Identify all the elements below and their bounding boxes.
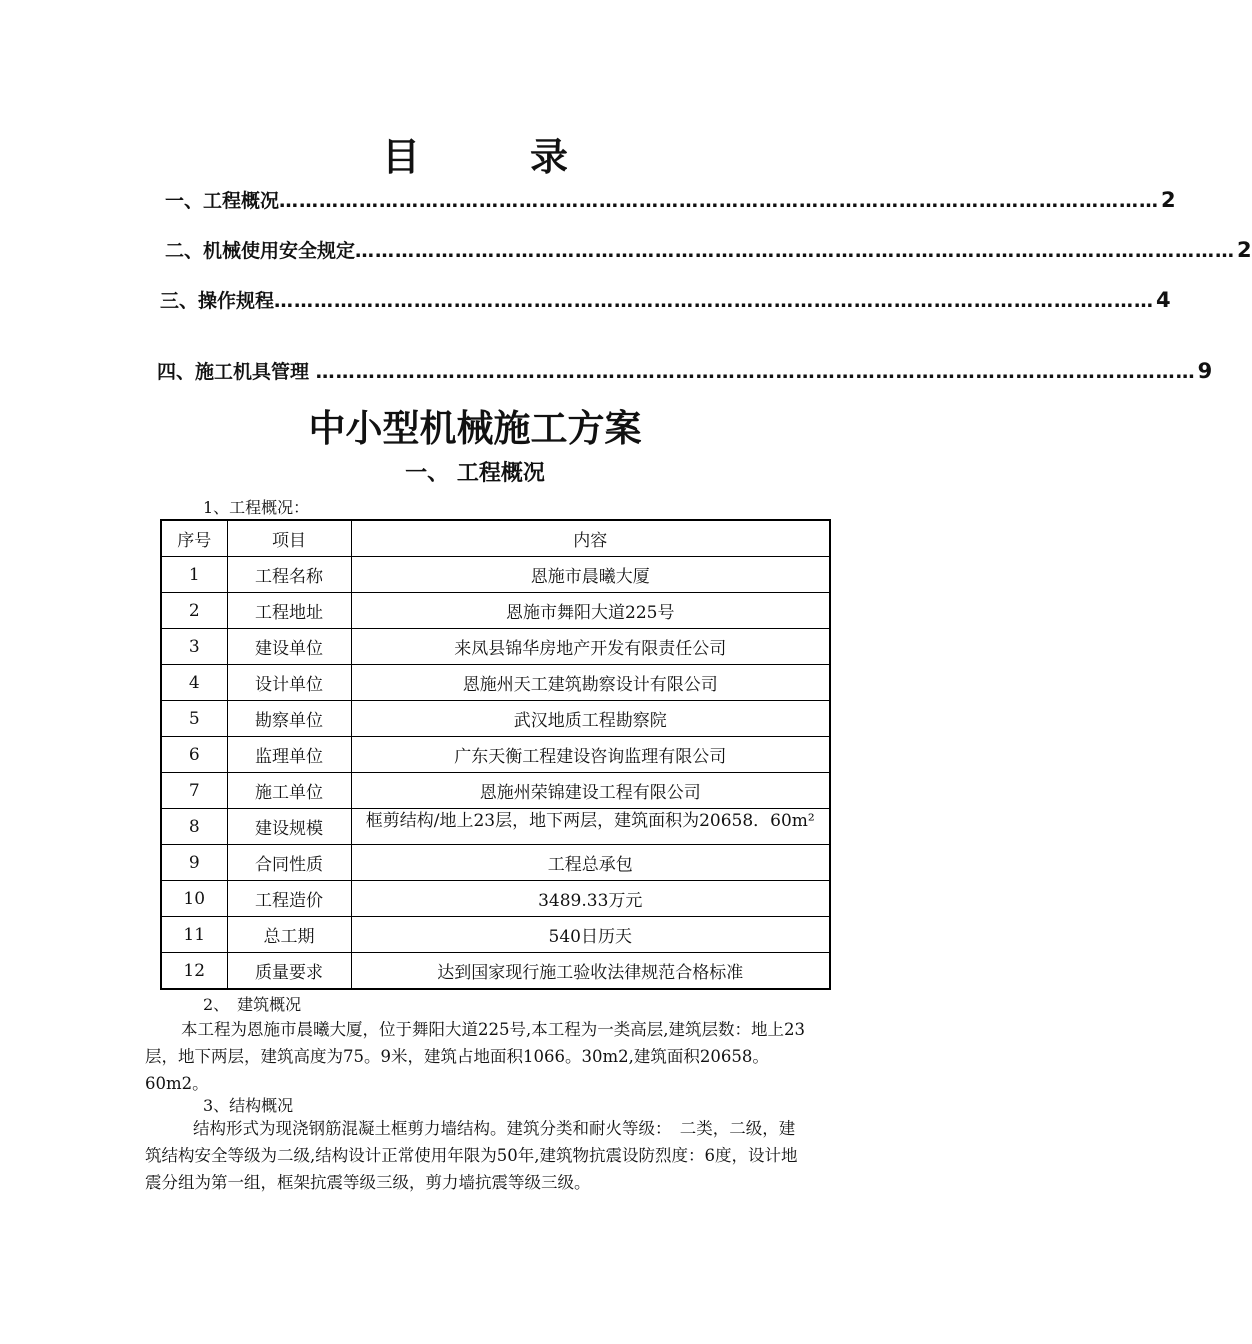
toc-item-4[interactable] <box>157 357 1213 384</box>
table-row <box>161 881 830 917</box>
item-cell <box>227 881 351 917</box>
toc-leader-dots: …………………………………………………………………………………………………………………… <box>279 190 1160 212</box>
cell-text: 恩施州天工建筑勘察设计有限公司 <box>462 675 718 695</box>
cell-text: 广东天衡工程建设咨询监理有限公司 <box>454 747 727 767</box>
content-cell <box>351 773 830 809</box>
column-header: 序号 <box>161 520 227 557</box>
cell-text: 2 <box>188 600 200 621</box>
item-cell <box>227 557 351 593</box>
cell-text: 7 <box>188 780 200 801</box>
cell-text: 6 <box>188 744 200 765</box>
cell-text: 工程造价 <box>255 891 323 911</box>
row-number-cell <box>161 773 227 809</box>
row-number-cell <box>161 881 227 917</box>
cell-text: 合同性质 <box>255 855 323 875</box>
toc-item-page: 2 <box>1161 188 1176 212</box>
toc-item-3[interactable] <box>160 286 1171 313</box>
content-cell <box>351 845 830 881</box>
toc-item-label: 二、机械使用安全规定 <box>165 240 356 262</box>
toc-item-label: 四、施工机具管理 <box>157 361 316 383</box>
content-cell <box>351 665 830 701</box>
table-header-row <box>161 520 830 557</box>
cell-text: 3489.33万元 <box>538 891 643 911</box>
item-cell <box>227 845 351 881</box>
cell-text: 8 <box>188 816 200 837</box>
table-row <box>161 593 830 629</box>
content-cell <box>351 593 830 629</box>
toc-item-2[interactable] <box>165 236 1252 263</box>
toc-leader-dots: …………………………………………………………………………………………………………………… <box>315 361 1196 383</box>
item-cell <box>227 737 351 773</box>
cell-text: 工程地址 <box>255 603 323 623</box>
content-cell <box>351 701 830 737</box>
cell-text: 施工单位 <box>255 783 323 803</box>
row-number-cell <box>161 593 227 629</box>
building-overview-paragraph: 本工程为恩施市晨曦大厦，位于舞阳大道225号,本工程为一类高层,建筑层数：地上23层，地下两层，建筑高度为75。9米，建筑占地面积1066。30m2,建筑面积20658。60m2。 <box>145 1020 805 1093</box>
content-cell <box>351 809 830 845</box>
cell-text: 武汉地质工程勘察院 <box>513 711 667 731</box>
toc-title: 目 录 <box>381 134 604 179</box>
table-row <box>161 845 830 881</box>
cell-text: 工程名称 <box>255 567 323 587</box>
content-cell <box>351 881 830 917</box>
project-info-table <box>160 519 831 990</box>
column-header: 内容 <box>351 520 830 557</box>
item-cell <box>227 593 351 629</box>
item-cell <box>227 629 351 665</box>
item-cell <box>227 809 351 845</box>
table-row <box>161 809 830 845</box>
row-number-cell <box>161 701 227 737</box>
cell-text: 12 <box>183 960 206 981</box>
subheading-structure-overview: 3、结构概况 <box>203 1096 294 1115</box>
row-number-cell <box>161 917 227 953</box>
cell-text: 4 <box>188 672 200 693</box>
subheading-project-overview: 1、工程概况： <box>203 498 310 517</box>
cell-text: 恩施市舞阳大道225号 <box>506 603 675 623</box>
row-number-cell <box>161 665 227 701</box>
section-heading: 一、 工程概况 <box>405 461 545 486</box>
cell-text: 9 <box>188 852 200 873</box>
row-number-cell <box>161 737 227 773</box>
row-number-cell <box>161 809 227 845</box>
table-row <box>161 665 830 701</box>
table-row <box>161 773 830 809</box>
item-cell <box>227 953 351 990</box>
table-row <box>161 737 830 773</box>
table-row <box>161 917 830 953</box>
table-row <box>161 557 830 593</box>
cell-text: 设计单位 <box>255 675 323 695</box>
cell-text: 监理单位 <box>255 747 323 767</box>
cell-text: 达到国家现行施工验收法律规范合格标准 <box>437 963 744 983</box>
content-cell <box>351 737 830 773</box>
toc-leader-dots: …………………………………………………………………………………………………………………… <box>274 290 1155 312</box>
row-number-cell <box>161 629 227 665</box>
content-cell <box>351 557 830 593</box>
column-header: 项目 <box>227 520 351 557</box>
content-cell <box>351 917 830 953</box>
cell-text: 建设单位 <box>255 639 323 659</box>
item-cell <box>227 665 351 701</box>
cell-text: 质量要求 <box>255 963 323 983</box>
item-cell <box>227 701 351 737</box>
cell-text: 10 <box>183 888 206 909</box>
content-cell <box>351 953 830 990</box>
item-cell <box>227 773 351 809</box>
cell-text: 3 <box>188 636 200 657</box>
toc-item-page: 2 <box>1237 238 1252 262</box>
cell-text: 勘察单位 <box>255 711 323 731</box>
toc-item-page: 9 <box>1197 359 1213 383</box>
cell-text: 工程总承包 <box>547 855 633 875</box>
toc-item-1[interactable] <box>165 186 1176 213</box>
toc-item-page: 4 <box>1156 288 1171 312</box>
row-number-cell <box>161 557 227 593</box>
row-number-cell <box>161 845 227 881</box>
cell-text: 总工期 <box>263 927 315 947</box>
toc-item-label: 三、操作规程 <box>160 290 275 312</box>
row-number-cell <box>161 953 227 990</box>
content-cell <box>351 629 830 665</box>
table-row <box>161 953 830 990</box>
cell-text: 540日历天 <box>548 927 632 947</box>
cell-text: 11 <box>183 924 206 945</box>
document-title: 中小型机械施工方案 <box>308 407 642 450</box>
table-row <box>161 701 830 737</box>
item-cell <box>227 917 351 953</box>
structure-overview-paragraph: 结构形式为现浇钢筋混凝土框剪力墙结构。建筑分类和耐火等级： 二类，二级，建筑结构安全等级为二级,结构设计正常使用年限为50年,建筑物抗震设防烈度：6度，设计地震分组为第一组，框架抗震等级三级，剪力墙抗震等级三级。 <box>145 1119 798 1192</box>
cell-text: 5 <box>188 708 200 729</box>
cell-text: 恩施州荣锦建设工程有限公司 <box>479 783 701 803</box>
cell-text: 建设规模 <box>255 819 323 839</box>
cell-text: 1 <box>188 564 200 585</box>
cell-text: 框剪结构/地上23层，地下两层，建筑面积为20658．60m² <box>365 811 815 831</box>
table-row <box>161 629 830 665</box>
toc-leader-dots: …………………………………………………………………………………………………………………… <box>355 240 1236 262</box>
cell-text: 恩施市晨曦大厦 <box>530 567 650 587</box>
cell-text: 来凤县锦华房地产开发有限责任公司 <box>454 639 727 659</box>
toc-item-label: 一、工程概况 <box>165 190 280 212</box>
subheading-building-overview: 2、 建筑概况 <box>203 995 302 1014</box>
